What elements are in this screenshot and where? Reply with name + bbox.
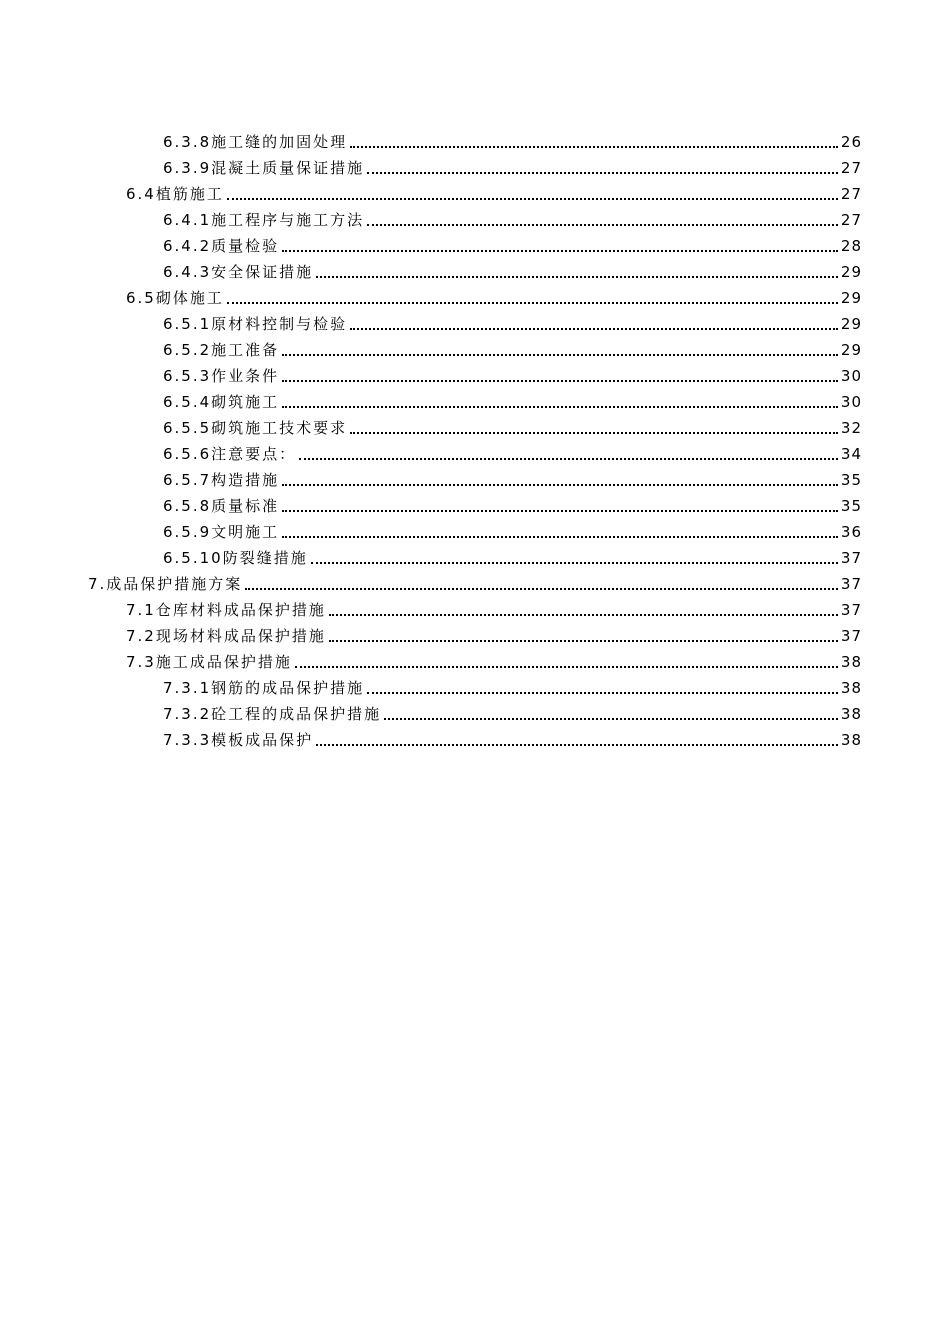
toc-entry[interactable] [163,673,862,697]
toc-entry[interactable] [163,127,862,151]
toc-dot-leader [282,405,838,408]
toc-entry[interactable] [163,205,862,229]
toc-entry-title: 6.4.3安全保证措施 [163,263,314,281]
toc-entry-page-number: 38 [840,705,862,723]
toc-dot-leader [367,223,838,226]
toc-entry-title: 7.3.3模板成品保护 [163,731,314,749]
toc-entry-page-number: 30 [840,393,862,411]
toc-entry[interactable] [163,309,862,333]
toc-entry[interactable] [126,595,862,619]
toc-entry-page-number: 38 [840,679,862,697]
toc-entry-page-number: 26 [840,133,862,151]
toc-dot-leader [282,483,838,486]
toc-entry-title: 6.5.8质量标准 [163,497,280,515]
toc-entry-title: 6.5.2施工准备 [163,341,280,359]
toc-dot-leader [350,145,838,148]
toc-dot-leader [245,587,838,590]
toc-entry-title: 6.5.7构造措施 [163,471,280,489]
toc-dot-leader [282,353,838,356]
toc-entry-page-number: 37 [840,601,862,619]
toc-entry-page-number: 35 [840,497,862,515]
toc-dot-leader [299,457,838,460]
toc-dot-leader [367,171,838,174]
toc-entry-page-number: 30 [840,367,862,385]
toc-dot-leader [367,691,838,694]
toc-dot-leader [282,379,838,382]
toc-entry[interactable] [163,491,862,515]
toc-entry[interactable] [163,361,862,385]
toc-entry-page-number: 35 [840,471,862,489]
toc-entry-page-number: 29 [840,315,862,333]
toc-entry-title: 7.3.1钢筋的成品保护措施 [163,679,365,697]
toc-entry[interactable] [163,543,862,567]
toc-dot-leader [316,275,838,278]
toc-dot-leader [282,509,838,512]
toc-entry-page-number: 32 [840,419,862,437]
toc-entry[interactable] [163,465,862,489]
toc-entry-title: 6.5.5砌筑施工技术要求 [163,419,348,437]
toc-entry[interactable] [88,569,862,593]
toc-entry-title: 6.4植筋施工 [126,185,224,203]
toc-entry-page-number: 34 [840,445,862,463]
toc-entry-page-number: 37 [840,575,862,593]
toc-dot-leader [384,717,838,720]
toc-entry-page-number: 29 [840,289,862,307]
toc-entry-title: 7.3.2砼工程的成品保护措施 [163,705,382,723]
toc-dot-leader [350,431,838,434]
toc-entry-title: 6.4.1施工程序与施工方法 [163,211,365,229]
toc-entry-page-number: 38 [840,731,862,749]
toc-entry[interactable] [163,699,862,723]
toc-entry-title: 6.5.3作业条件 [163,367,280,385]
toc-entry[interactable] [126,179,862,203]
toc-entry[interactable] [163,257,862,281]
toc-entry-title: 6.5.4砌筑施工 [163,393,280,411]
toc-entry[interactable] [163,725,862,749]
toc-entry-title: 6.5.10防裂缝措施 [163,549,308,567]
toc-entry-title: 7.3施工成品保护措施 [126,653,292,671]
toc-entry[interactable] [163,413,862,437]
toc-entry-title: 6.3.9混凝土质量保证措施 [163,159,365,177]
toc-dot-leader [350,327,838,330]
toc-entry-title: 7.1仓库材料成品保护措施 [126,601,326,619]
toc-entry-page-number: 27 [840,185,862,203]
toc-entry-title: 7.2现场材料成品保护措施 [126,627,326,645]
toc-entry[interactable] [163,231,862,255]
toc-entry-title: 6.5.1原材料控制与检验 [163,315,348,333]
toc-dot-leader [282,249,838,252]
toc-dot-leader [295,665,838,668]
toc-dot-leader [316,743,838,746]
toc-entry[interactable] [126,283,862,307]
toc-entry[interactable] [126,621,862,645]
toc-entry-title: 7.成品保护措施方案 [88,575,243,593]
toc-dot-leader [227,301,838,304]
toc-entry-page-number: 38 [840,653,862,671]
toc-dot-leader [282,535,838,538]
toc-entry[interactable] [126,647,862,671]
toc-entry-page-number: 36 [840,523,862,541]
toc-entry-title: 6.5砌体施工 [126,289,224,307]
toc-entry-page-number: 27 [840,159,862,177]
toc-entry-title: 6.5.9文明施工 [163,523,280,541]
toc-entry[interactable] [163,335,862,359]
toc-entry-title: 6.5.6注意要点： [163,445,297,463]
toc-dot-leader [311,561,838,564]
toc-entry[interactable] [163,439,862,463]
toc-entry-page-number: 27 [840,211,862,229]
toc-entry-page-number: 28 [840,237,862,255]
toc-entry[interactable] [163,517,862,541]
toc-entry[interactable] [163,387,862,411]
toc-entry-page-number: 29 [840,341,862,359]
toc-entry-title: 6.3.8施工缝的加固处理 [163,133,348,151]
toc-dot-leader [227,197,838,200]
toc-entry[interactable] [163,153,862,177]
toc-entry-page-number: 29 [840,263,862,281]
toc-entry-title: 6.4.2质量检验 [163,237,280,255]
toc-dot-leader [329,613,838,616]
toc-entry-page-number: 37 [840,627,862,645]
toc-entry-page-number: 37 [840,549,862,567]
toc-dot-leader [329,639,838,642]
